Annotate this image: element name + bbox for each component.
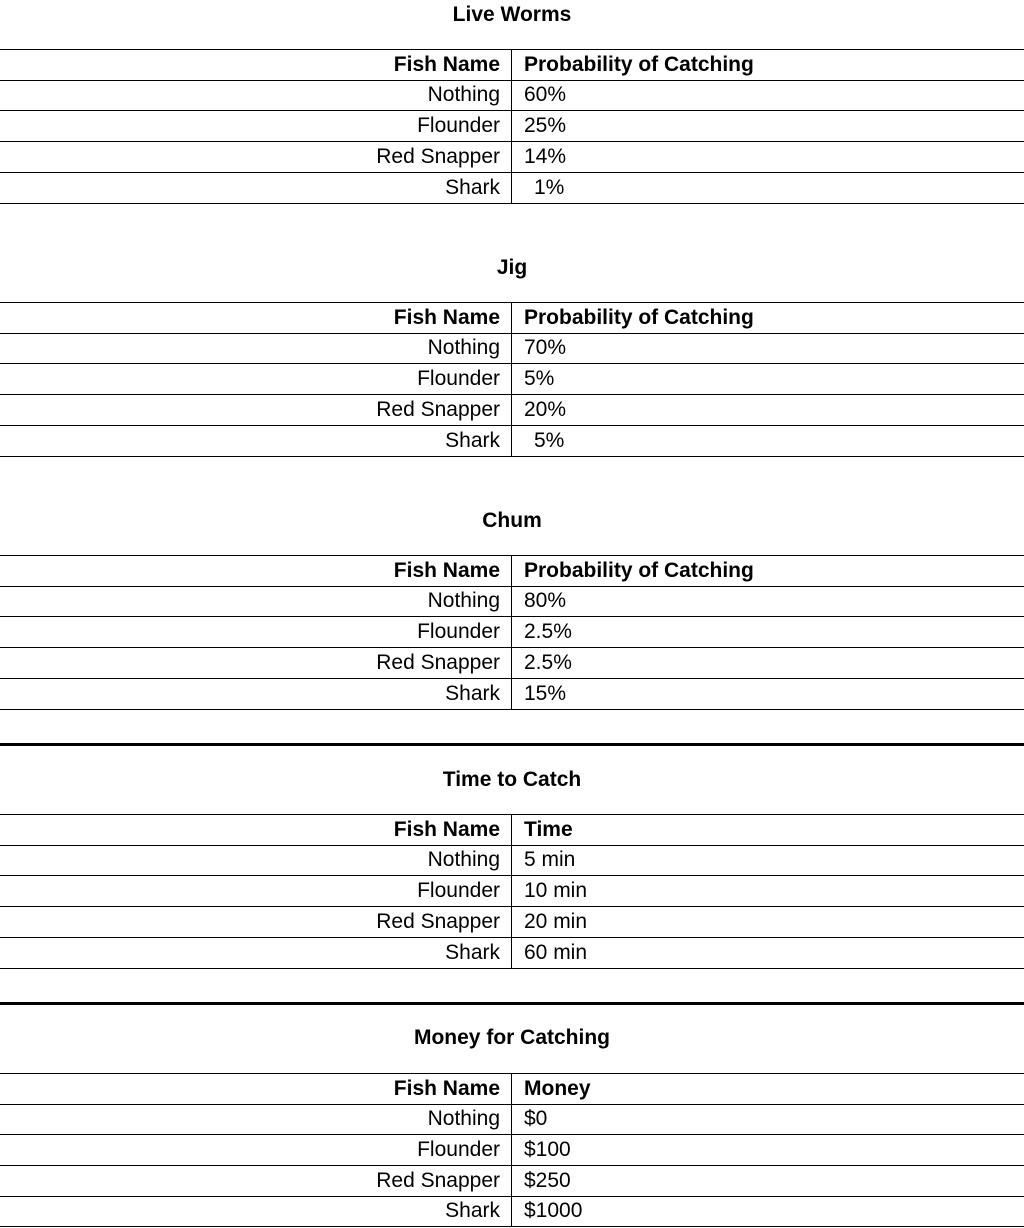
- table-row: [0, 142, 1024, 173]
- value-cell: 5%: [511, 364, 1024, 394]
- table-header-row: [0, 814, 1024, 846]
- fish-name-cell: Shark: [445, 682, 500, 705]
- fish-name-cell: Flounder: [417, 620, 500, 643]
- table-header-row: [0, 49, 1024, 81]
- fish-name-cell: Nothing: [427, 1107, 500, 1130]
- value-cell: $1000: [511, 1196, 1024, 1226]
- section-title-chum: Chum: [482, 509, 542, 532]
- value-cell: 70%: [511, 333, 1024, 363]
- fish-name-cell: Flounder: [417, 114, 500, 137]
- table-row: [0, 395, 1024, 426]
- value-cell: 14%: [511, 142, 1024, 172]
- table-row: [0, 1104, 1024, 1135]
- fish-name-cell: Nothing: [427, 83, 500, 106]
- table-row: [0, 1135, 1024, 1166]
- fish-name-cell: Nothing: [427, 848, 500, 871]
- value-cell: 60%: [511, 80, 1024, 110]
- table-row: [0, 938, 1024, 969]
- header-value: Time: [511, 815, 1024, 845]
- section-title-money-for-catching: Money for Catching: [413, 1026, 610, 1049]
- fish-name-cell: Flounder: [417, 1138, 500, 1161]
- fish-name-cell: Shark: [445, 429, 500, 452]
- value-cell: $100: [511, 1135, 1024, 1165]
- header-value: Probability of Catching: [511, 50, 1024, 80]
- section-title-jig: Jig: [496, 256, 528, 279]
- table-header-row: [0, 555, 1024, 587]
- table-header-row: [0, 302, 1024, 334]
- value-cell: 5%: [511, 426, 1024, 456]
- value-cell: 1%: [511, 173, 1024, 203]
- header-value: Money: [511, 1074, 1024, 1104]
- value-cell: 20%: [511, 395, 1024, 425]
- table-row: [0, 617, 1024, 648]
- section-divider: [0, 743, 1024, 746]
- fish-name-cell: Nothing: [427, 589, 500, 612]
- header-fish-name: Fish Name: [393, 1077, 500, 1100]
- table-row: [0, 1196, 1024, 1227]
- fish-name-cell: Shark: [445, 1199, 500, 1222]
- fish-name-cell: Flounder: [417, 879, 500, 902]
- fish-name-cell: Red Snapper: [376, 1169, 500, 1192]
- table-row: [0, 679, 1024, 710]
- table-row: [0, 426, 1024, 457]
- fish-name-cell: Red Snapper: [376, 651, 500, 674]
- table-row: [0, 364, 1024, 395]
- table-row: [0, 907, 1024, 938]
- fish-name-cell: Red Snapper: [376, 398, 500, 421]
- table-row: [0, 648, 1024, 679]
- value-cell: 80%: [511, 586, 1024, 616]
- table-row: [0, 80, 1024, 111]
- fish-name-cell: Red Snapper: [376, 910, 500, 933]
- table-row: [0, 333, 1024, 364]
- value-cell: 2.5%: [511, 617, 1024, 647]
- table-header-row: [0, 1073, 1024, 1105]
- value-cell: $250: [511, 1166, 1024, 1196]
- header-fish-name: Fish Name: [393, 53, 500, 76]
- value-cell: 60 min: [511, 938, 1024, 968]
- value-cell: 10 min: [511, 876, 1024, 906]
- header-fish-name: Fish Name: [393, 559, 500, 582]
- fish-name-cell: Red Snapper: [376, 145, 500, 168]
- header-value: Probability of Catching: [511, 556, 1024, 586]
- fish-name-cell: Shark: [445, 941, 500, 964]
- value-cell: 25%: [511, 111, 1024, 141]
- value-cell: 20 min: [511, 907, 1024, 937]
- section-title-live-worms: Live Worms: [452, 3, 572, 26]
- table-row: [0, 586, 1024, 617]
- value-cell: 15%: [511, 679, 1024, 709]
- table-row: [0, 111, 1024, 142]
- table-row: [0, 1166, 1024, 1197]
- section-divider: [0, 1002, 1024, 1005]
- value-cell: 2.5%: [511, 648, 1024, 678]
- header-fish-name: Fish Name: [393, 818, 500, 841]
- fish-name-cell: Flounder: [417, 367, 500, 390]
- header-value: Probability of Catching: [511, 303, 1024, 333]
- table-row: [0, 173, 1024, 204]
- fish-name-cell: Shark: [445, 176, 500, 199]
- table-row: [0, 876, 1024, 907]
- value-cell: 5 min: [511, 845, 1024, 875]
- header-fish-name: Fish Name: [393, 306, 500, 329]
- section-title-time-to-catch: Time to Catch: [442, 768, 582, 791]
- fish-name-cell: Nothing: [427, 336, 500, 359]
- table-row: [0, 845, 1024, 876]
- value-cell: $0: [511, 1104, 1024, 1134]
